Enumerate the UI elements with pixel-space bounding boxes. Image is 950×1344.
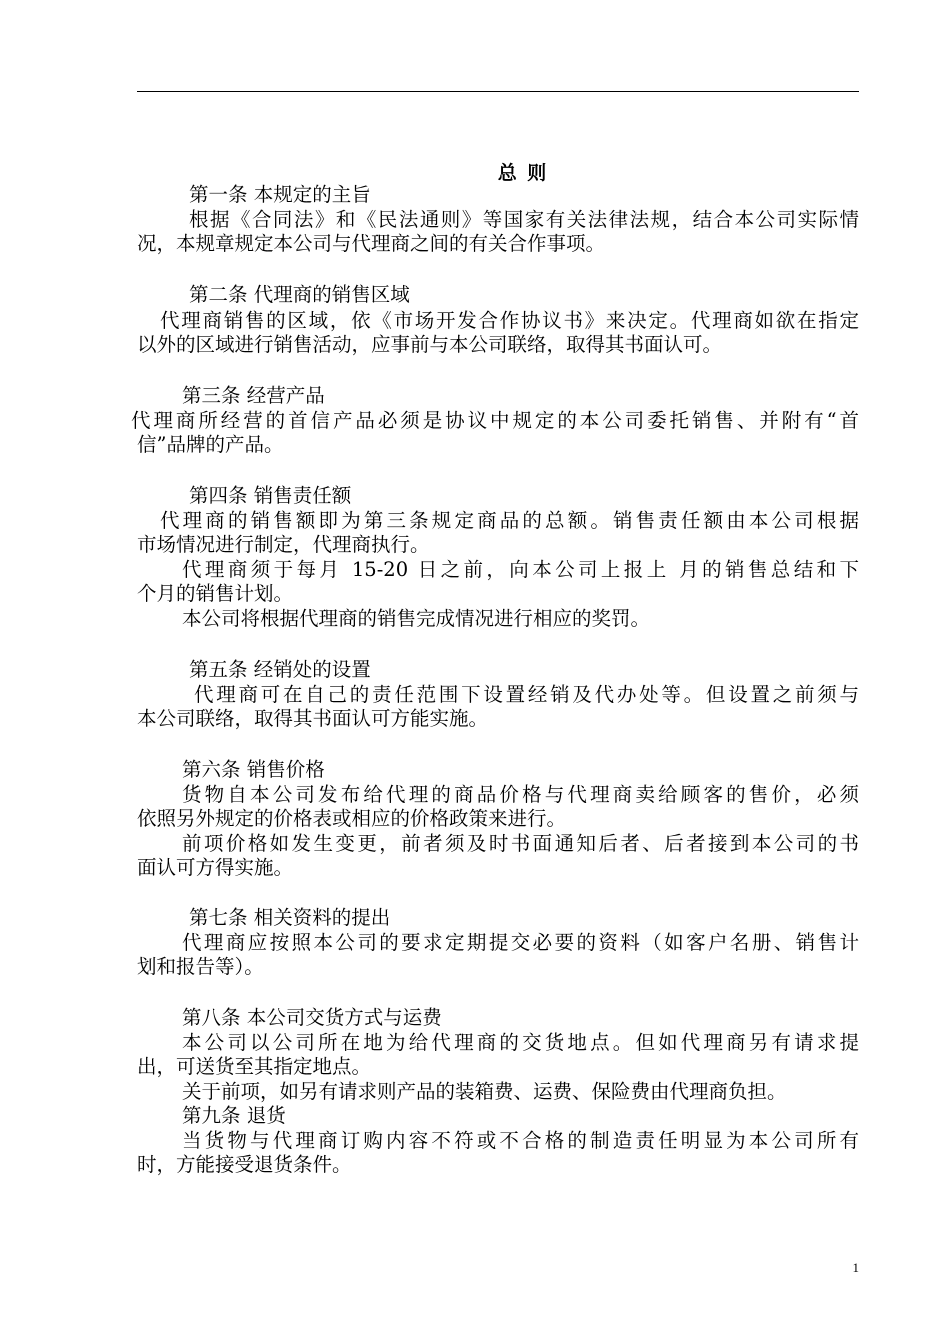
paragraph-line: 根据《合同法》和《民法通则》等国家有关法律法规，结合本公司实际情 [189,208,859,231]
paragraph-line: 关于前项，如另有请求则产品的装箱费、运费、保险费由代理商负担。 [182,1080,787,1103]
article-heading: 第四条 销售责任额 [189,484,352,507]
paragraph-line: 代理商销售的区域，依《市场开发合作协议书》来决定。代理商如欲在指定 [160,309,859,332]
paragraph-line: 信”品牌的产品。 [137,433,284,456]
article-heading: 第八条 本公司交货方式与运费 [182,1006,442,1029]
article-heading: 第六条 销售价格 [182,758,325,781]
paragraph-line: 当货物与代理商订购内容不符或不合格的制造责任明显为本公司所有 [182,1129,859,1152]
paragraph-line: 代理商所经营的首信产品必须是协议中规定的本公司委托销售、并附有“首 [131,409,859,432]
article-heading: 第五条 经销处的设置 [189,658,371,681]
paragraph-line: 依照另外规定的价格表或相应的价格政策来进行。 [137,807,567,830]
paragraph-line: 货物自本公司发布给代理的商品价格与代理商卖给顾客的售价，必须 [182,783,859,806]
paragraph-line: 本公司以公司所在地为给代理商的交货地点。但如代理商另有请求提 [182,1031,859,1054]
article-heading: 第一条 本规定的主旨 [189,183,371,206]
article-heading: 第七条 相关资料的提出 [189,906,391,929]
article-heading: 第九条 退货 [182,1104,286,1127]
page-number: 1 [852,1260,859,1275]
paragraph-line: 本公司将根据代理商的销售完成情况进行相应的奖罚。 [182,607,651,630]
paragraph-line: 代理商须于每月 15-20 日之前，向本公司上报上 月的销售总结和下 [182,558,859,581]
paragraph-line: 代理商的销售额即为第三条规定商品的总额。销售责任额由本公司根据 [160,509,859,532]
paragraph-line: 本公司联络，取得其书面认可方能实施。 [137,707,489,730]
paragraph-line: 划和报告等）。 [137,955,264,978]
page-title: 总 则 [497,162,549,184]
paragraph-line: 时，方能接受退货条件。 [137,1153,352,1176]
header-rule [137,91,859,92]
paragraph-line: 前项价格如发生变更，前者须及时书面通知后者、后者接到本公司的书 [182,832,859,855]
paragraph-line: 面认可方得实施。 [137,856,294,879]
paragraph-line: 代理商可在自己的责任范围下设置经销及代办处等。但设置之前须与 [194,683,859,706]
paragraph-line: 况，本规章规定本公司与代理商之间的有关合作事项。 [137,232,606,255]
paragraph-line: 出，可送货至其指定地点。 [137,1055,372,1078]
paragraph-line: 代理商应按照本公司的要求定期提交必要的资料（如客户名册、销售计 [182,931,859,954]
paragraph-line: 以外的区域进行销售活动，应事前与本公司联络，取得其书面认可。 [137,333,723,356]
paragraph-line: 个月的销售计划。 [137,582,294,605]
article-heading: 第二条 代理商的销售区域 [189,283,410,306]
article-heading: 第三条 经营产品 [182,384,325,407]
paragraph-line: 市场情况进行制定，代理商执行。 [137,533,430,556]
